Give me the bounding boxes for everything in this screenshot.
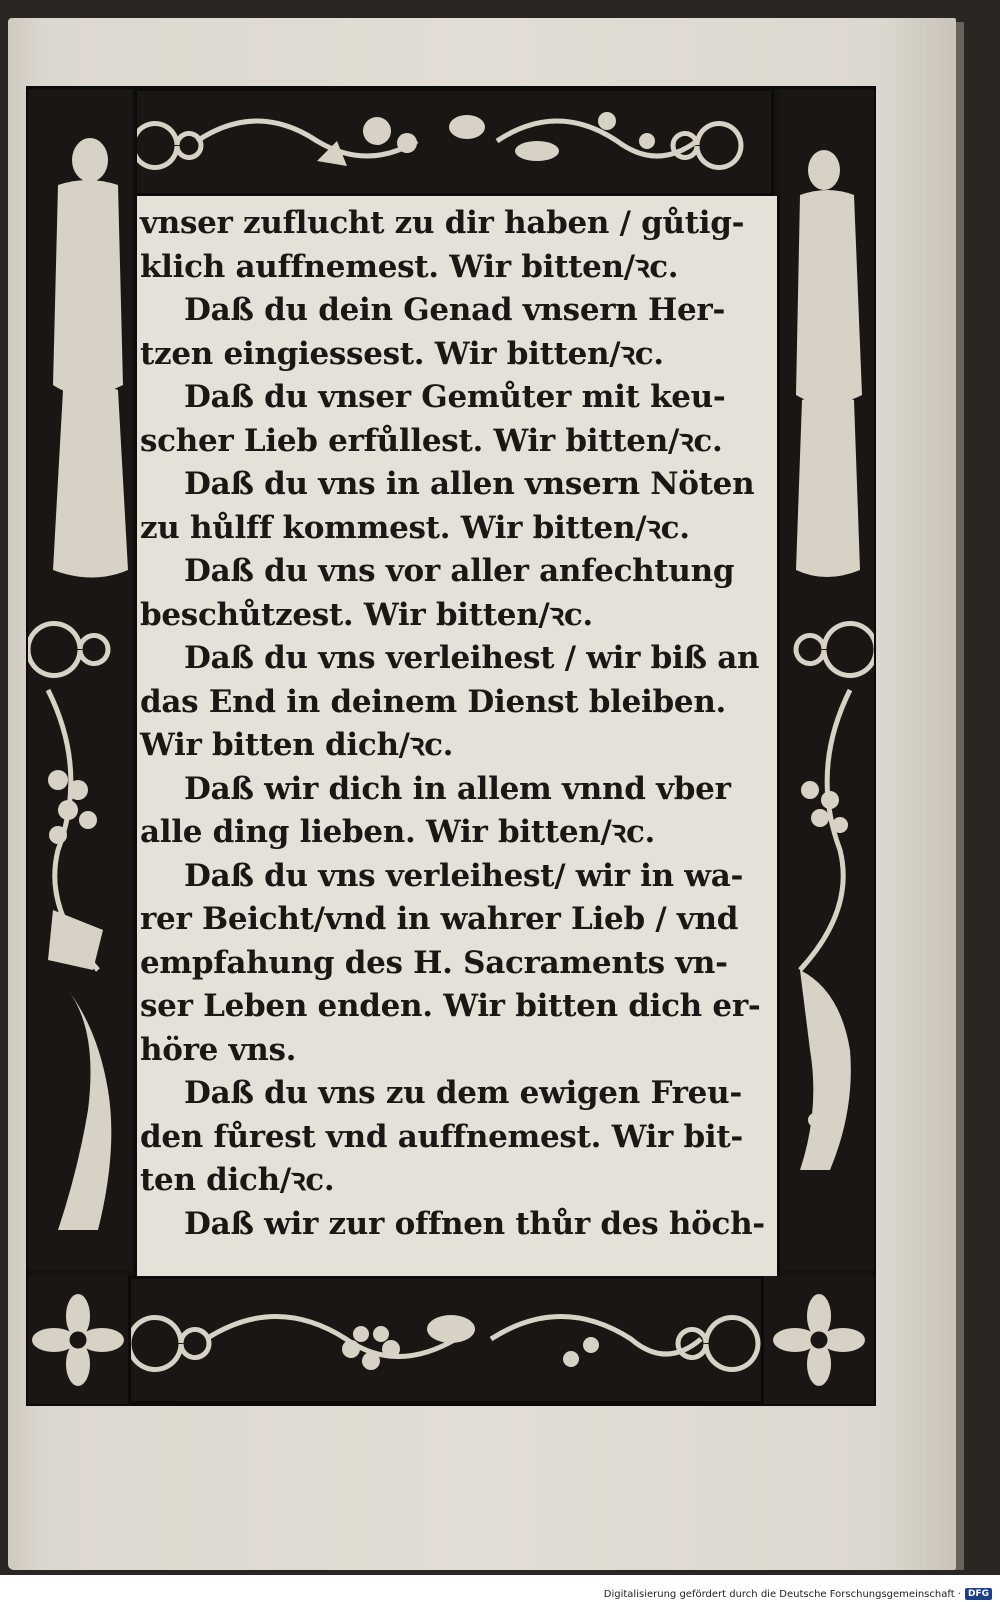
rosette-left-icon bbox=[28, 1276, 128, 1404]
text-line: Daß du vns verleihest / wir biß an bbox=[184, 640, 760, 676]
text-line: empfahung des H. Sacraments vn- bbox=[140, 944, 728, 981]
page-edge bbox=[956, 22, 964, 1570]
digitization-footer bbox=[604, 1588, 992, 1600]
text-line: Daß wir dich in allem vnnd vber bbox=[184, 770, 731, 807]
text-line: zu hůlff kommest. Wir bitten/ꝛc. bbox=[140, 509, 690, 546]
text-line: Daß du vns verleihest/ wir in wa- bbox=[184, 857, 744, 894]
bottom-scroll-ornament bbox=[131, 1279, 761, 1401]
bottom-left-rosette bbox=[28, 1276, 128, 1404]
text-line: das End in deinem Dienst bleiben. bbox=[140, 683, 727, 720]
text-line: beschůtzest. Wir bitten/ꝛc. bbox=[140, 596, 593, 633]
left-column-ornament bbox=[28, 90, 132, 1270]
text-line: Daß du vnser Gemůter mit keu- bbox=[184, 379, 726, 415]
dfg-logo: DFG bbox=[965, 1588, 992, 1600]
text-line: höre vns. bbox=[140, 1031, 297, 1068]
text-line: alle ding lieben. Wir bitten/ꝛc. bbox=[140, 814, 656, 850]
text-line: Daß du vns vor aller anfechtung bbox=[184, 553, 735, 589]
text-line: ser Leben enden. Wir bitten dich er- bbox=[140, 988, 761, 1024]
right-figure-border bbox=[780, 90, 874, 1270]
top-scroll-ornament bbox=[137, 91, 771, 193]
text-line: Daß du vns in allen vnsern Nöten bbox=[184, 466, 755, 502]
text-line: vnser zuflucht zu dir haben / gůtig- bbox=[140, 205, 745, 241]
text-line: Daß du vns zu dem ewigen Freu- bbox=[184, 1075, 742, 1111]
text-line: rer Beicht/vnd in wahrer Lieb / vnd bbox=[140, 901, 739, 937]
text-line: Wir bitten dich/ꝛc. bbox=[140, 727, 454, 763]
text-line: den fůrest vnd auffnemest. Wir bit- bbox=[140, 1118, 743, 1155]
text-line: scher Lieb erfůllest. Wir bitten/ꝛc. bbox=[140, 422, 723, 459]
text-line: Daß du dein Genad vnsern Her- bbox=[184, 292, 726, 328]
footer-credit: Digitalisierung gefördert durch die Deutsche Forschungsgemeinschaft · bbox=[603, 1588, 961, 1600]
left-figure-border bbox=[28, 90, 132, 1270]
text-line: tzen eingiessest. Wir bitten/ꝛc. bbox=[140, 335, 664, 372]
right-column-ornament bbox=[780, 90, 874, 1270]
printed-text-block bbox=[140, 202, 768, 1246]
rosette-right-icon bbox=[764, 1276, 874, 1404]
bottom-ornament-border bbox=[128, 1276, 764, 1404]
top-ornament-border bbox=[134, 88, 774, 196]
bottom-right-rosette bbox=[764, 1276, 874, 1404]
text-line: Daß wir zur offnen thůr des höch- bbox=[184, 1205, 765, 1242]
text-line: klich auffnemest. Wir bitten/ꝛc. bbox=[140, 248, 679, 285]
text-line: ten dich/ꝛc. bbox=[140, 1162, 335, 1198]
